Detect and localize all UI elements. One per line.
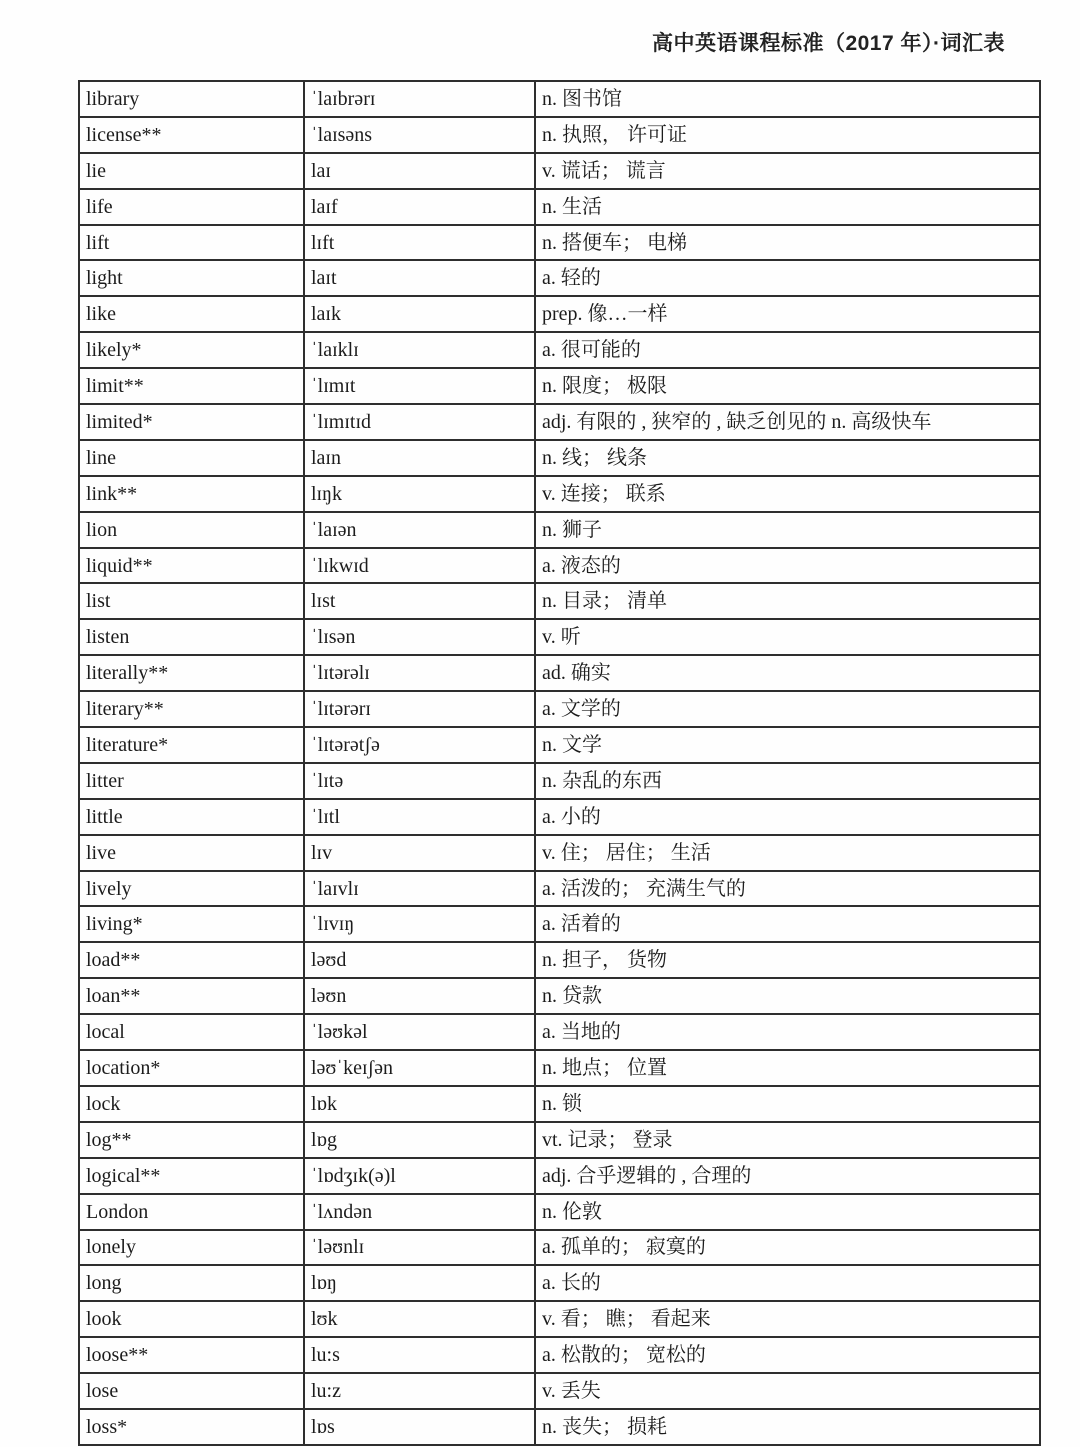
table-row (79, 1122, 1040, 1158)
ipa-cell: ˈlɪmɪtɪd (304, 404, 535, 440)
definition-cell: adj. 合乎逻辑的 , 合理的 (535, 1158, 1040, 1194)
ipa-cell: laɪ (304, 153, 535, 189)
ipa-cell: ˈləʊkəl (304, 1014, 535, 1050)
ipa-cell: lɪŋk (304, 476, 535, 512)
vocab-tbody (79, 81, 1040, 1445)
definition-cell: prep. 像…一样 (535, 296, 1040, 332)
table-row (79, 404, 1040, 440)
word-cell: literature* (79, 727, 304, 763)
table-row (79, 260, 1040, 296)
page-title: 高中英语课程标准（2017 年）·词汇表 (651, 32, 1005, 55)
definition-cell: n. 搭便车； 电梯 (535, 225, 1040, 261)
ipa-cell: lɒŋ (304, 1265, 535, 1301)
ipa-cell: ˈlɪkwɪd (304, 548, 535, 584)
definition-cell: n. 文学 (535, 727, 1040, 763)
word-cell: live (79, 835, 304, 871)
word-cell: literary** (79, 691, 304, 727)
definition-cell: v. 看； 瞧； 看起来 (535, 1301, 1040, 1337)
ipa-cell: laɪn (304, 440, 535, 476)
word-cell: litter (79, 763, 304, 799)
word-cell: loan** (79, 978, 304, 1014)
ipa-cell: ˈlɪtə (304, 763, 535, 799)
definition-cell: a. 文学的 (535, 691, 1040, 727)
definition-cell: v. 连接； 联系 (535, 476, 1040, 512)
word-cell: line (79, 440, 304, 476)
table-row (79, 871, 1040, 907)
table-row (79, 1014, 1040, 1050)
word-cell: license** (79, 117, 304, 153)
table-row (79, 978, 1040, 1014)
ipa-cell: ˈlaɪvlɪ (304, 871, 535, 907)
table-row (79, 476, 1040, 512)
ipa-cell: ˈləʊnlɪ (304, 1230, 535, 1266)
word-cell: lion (79, 512, 304, 548)
word-cell: listen (79, 619, 304, 655)
definition-cell: v. 住； 居住； 生活 (535, 835, 1040, 871)
ipa-cell: ˈlɒdʒɪk(ə)l (304, 1158, 535, 1194)
word-cell: log** (79, 1122, 304, 1158)
definition-cell: a. 长的 (535, 1265, 1040, 1301)
definition-cell: n. 地点； 位置 (535, 1050, 1040, 1086)
definition-cell: n. 狮子 (535, 512, 1040, 548)
table-row (79, 117, 1040, 153)
table-row (79, 225, 1040, 261)
word-cell: lock (79, 1086, 304, 1122)
ipa-cell: lɒk (304, 1086, 535, 1122)
table-row (79, 799, 1040, 835)
page-header (78, 30, 1005, 58)
ipa-cell: ˈlɪtərəlɪ (304, 655, 535, 691)
table-row (79, 1301, 1040, 1337)
table-row (79, 583, 1040, 619)
definition-cell: n. 担子， 货物 (535, 942, 1040, 978)
table-row (79, 1194, 1040, 1230)
word-cell: limit** (79, 368, 304, 404)
table-row (79, 906, 1040, 942)
ipa-cell: lu:s (304, 1337, 535, 1373)
definition-cell: a. 很可能的 (535, 332, 1040, 368)
definition-cell: n. 执照， 许可证 (535, 117, 1040, 153)
definition-cell: v. 谎话； 谎言 (535, 153, 1040, 189)
word-cell: lonely (79, 1230, 304, 1266)
ipa-cell: ˈlɪvɪŋ (304, 906, 535, 942)
table-row (79, 1158, 1040, 1194)
table-row (79, 332, 1040, 368)
ipa-cell: ˈlɪtərətʃə (304, 727, 535, 763)
table-row (79, 1337, 1040, 1373)
table-row (79, 296, 1040, 332)
definition-cell: v. 丢失 (535, 1373, 1040, 1409)
word-cell: list (79, 583, 304, 619)
ipa-cell: ˈlaɪən (304, 512, 535, 548)
definition-cell: v. 听 (535, 619, 1040, 655)
definition-cell: a. 液态的 (535, 548, 1040, 584)
definition-cell: ad. 确实 (535, 655, 1040, 691)
ipa-cell: lɪv (304, 835, 535, 871)
table-row (79, 727, 1040, 763)
ipa-cell: ləʊd (304, 942, 535, 978)
definition-cell: n. 贷款 (535, 978, 1040, 1014)
word-cell: logical** (79, 1158, 304, 1194)
word-cell: location* (79, 1050, 304, 1086)
word-cell: load** (79, 942, 304, 978)
ipa-cell: laɪt (304, 260, 535, 296)
table-row (79, 548, 1040, 584)
definition-cell: n. 目录； 清单 (535, 583, 1040, 619)
ipa-cell: laɪf (304, 189, 535, 225)
table-row (79, 153, 1040, 189)
word-cell: liquid** (79, 548, 304, 584)
word-cell: library (79, 81, 304, 117)
ipa-cell: ˈlaɪsəns (304, 117, 535, 153)
definition-cell: n. 杂乱的东西 (535, 763, 1040, 799)
table-row (79, 835, 1040, 871)
ipa-cell: ˈlɪsən (304, 619, 535, 655)
table-row (79, 619, 1040, 655)
word-cell: lose (79, 1373, 304, 1409)
table-row (79, 1265, 1040, 1301)
table-row (79, 1409, 1040, 1445)
definition-cell: a. 当地的 (535, 1014, 1040, 1050)
word-cell: like (79, 296, 304, 332)
ipa-cell: ˈlɪtl (304, 799, 535, 835)
definition-cell: n. 图书馆 (535, 81, 1040, 117)
table-row (79, 655, 1040, 691)
ipa-cell: lu:z (304, 1373, 535, 1409)
ipa-cell: laɪk (304, 296, 535, 332)
table-row (79, 512, 1040, 548)
ipa-cell: lɪft (304, 225, 535, 261)
word-cell: light (79, 260, 304, 296)
definition-cell: a. 孤单的； 寂寞的 (535, 1230, 1040, 1266)
word-cell: literally** (79, 655, 304, 691)
table-row (79, 691, 1040, 727)
definition-cell: n. 丧失； 损耗 (535, 1409, 1040, 1445)
definition-cell: vt. 记录； 登录 (535, 1122, 1040, 1158)
word-cell: loss* (79, 1409, 304, 1445)
word-cell: limited* (79, 404, 304, 440)
word-cell: little (79, 799, 304, 835)
word-cell: lie (79, 153, 304, 189)
table-row (79, 1373, 1040, 1409)
table-row (79, 1230, 1040, 1266)
table-row (79, 763, 1040, 799)
ipa-cell: ˈlʌndən (304, 1194, 535, 1230)
word-cell: living* (79, 906, 304, 942)
definition-cell: a. 松散的； 宽松的 (535, 1337, 1040, 1373)
definition-cell: a. 活着的 (535, 906, 1040, 942)
table-row (79, 942, 1040, 978)
table-row (79, 1086, 1040, 1122)
ipa-cell: ˈlaɪklɪ (304, 332, 535, 368)
definition-cell: adj. 有限的 , 狭窄的 , 缺乏创见的 n. 高级快车 (535, 404, 1040, 440)
ipa-cell: lɪst (304, 583, 535, 619)
definition-cell: n. 锁 (535, 1086, 1040, 1122)
ipa-cell: ləʊˈkeɪʃən (304, 1050, 535, 1086)
definition-cell: a. 小的 (535, 799, 1040, 835)
definition-cell: a. 轻的 (535, 260, 1040, 296)
vocabulary-table (78, 80, 1041, 1446)
table-row (79, 368, 1040, 404)
word-cell: link** (79, 476, 304, 512)
table-row (79, 440, 1040, 476)
word-cell: London (79, 1194, 304, 1230)
table-row (79, 81, 1040, 117)
ipa-cell: ˈlɪtərərɪ (304, 691, 535, 727)
table-row (79, 189, 1040, 225)
ipa-cell: ləʊn (304, 978, 535, 1014)
word-cell: lively (79, 871, 304, 907)
definition-cell: n. 线； 线条 (535, 440, 1040, 476)
word-cell: long (79, 1265, 304, 1301)
word-cell: lift (79, 225, 304, 261)
word-cell: look (79, 1301, 304, 1337)
definition-cell: a. 活泼的； 充满生气的 (535, 871, 1040, 907)
word-cell: likely* (79, 332, 304, 368)
ipa-cell: lɒg (304, 1122, 535, 1158)
word-cell: life (79, 189, 304, 225)
word-cell: loose** (79, 1337, 304, 1373)
table-row (79, 1050, 1040, 1086)
ipa-cell: lɒs (304, 1409, 535, 1445)
definition-cell: n. 生活 (535, 189, 1040, 225)
definition-cell: n. 限度； 极限 (535, 368, 1040, 404)
ipa-cell: lʊk (304, 1301, 535, 1337)
ipa-cell: ˈlaɪbrərɪ (304, 81, 535, 117)
definition-cell: n. 伦敦 (535, 1194, 1040, 1230)
ipa-cell: ˈlɪmɪt (304, 368, 535, 404)
word-cell: local (79, 1014, 304, 1050)
